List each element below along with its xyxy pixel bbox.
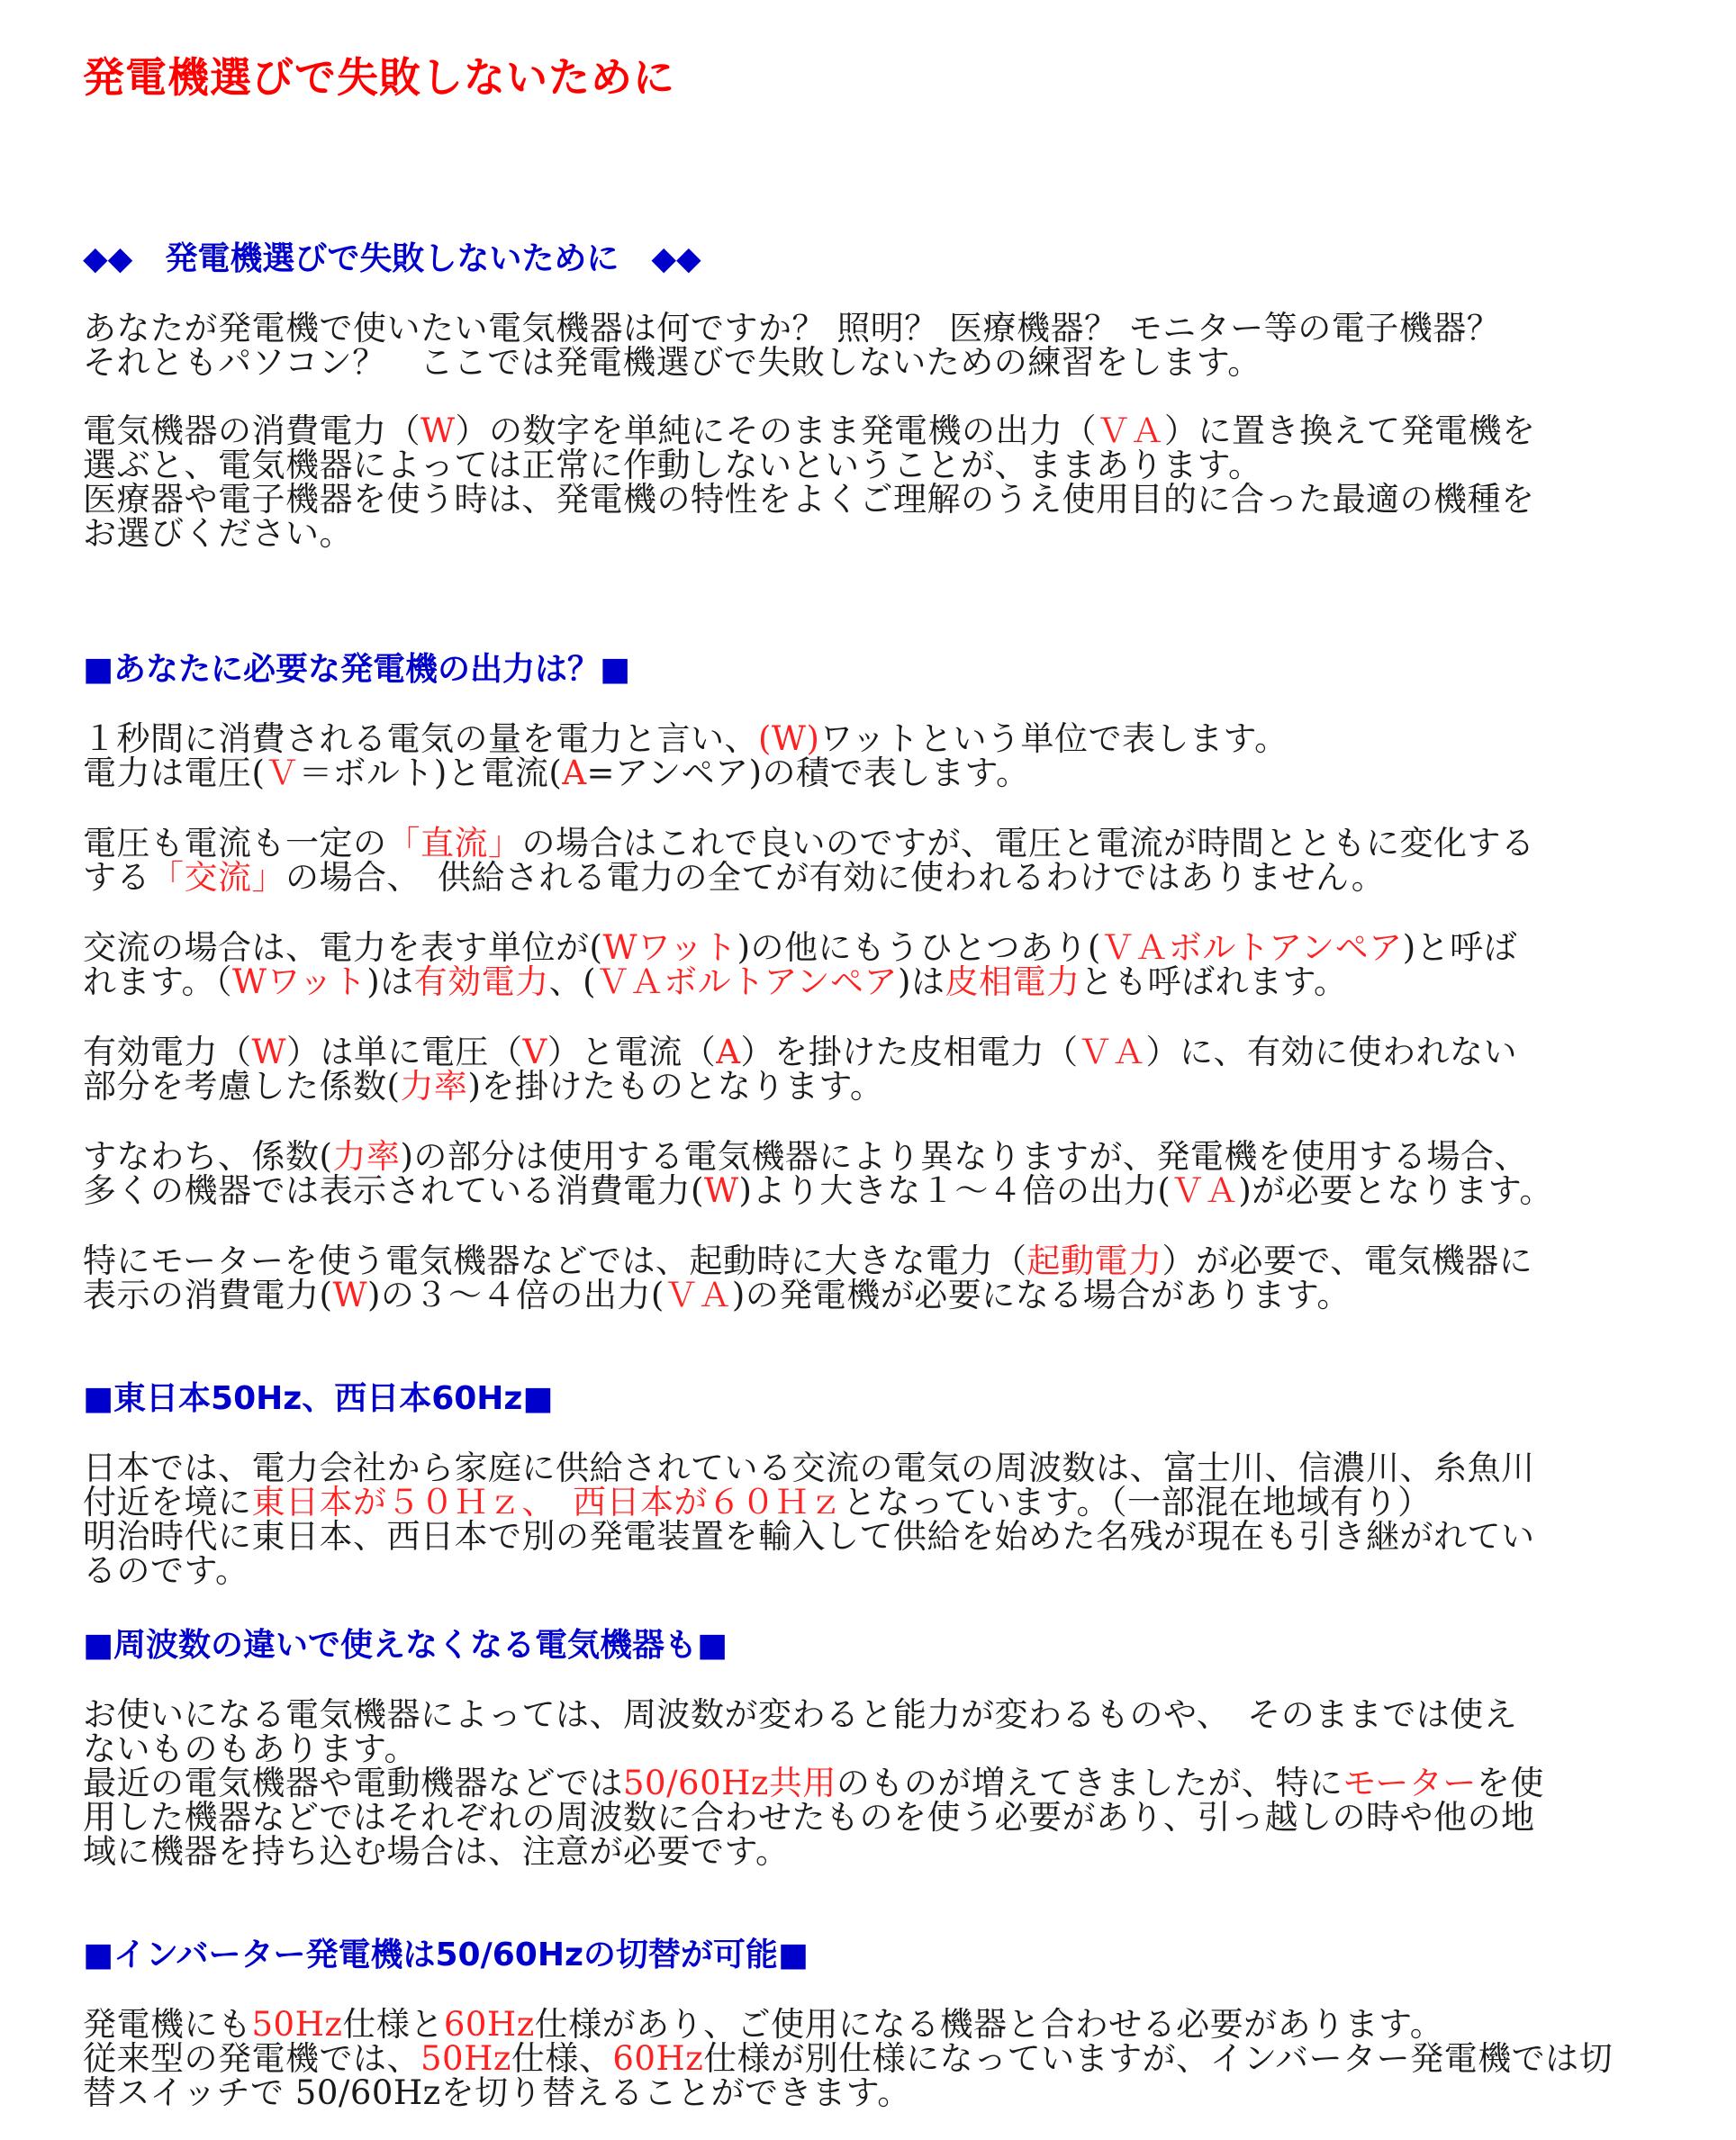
- paragraph-starting-power: [83, 1244, 1704, 1313]
- text-run: 交流の場合は、電力を表す単位が(: [83, 928, 603, 967]
- text-run: 仕様が別仕様になっていますが、インバーター発電機では切: [703, 2039, 1614, 2078]
- highlight-text: 力率: [332, 1137, 401, 1176]
- highlight-text: 「直流」: [386, 824, 522, 862]
- paragraph-frequency-regions: [83, 1451, 1704, 1588]
- text-run: １秒間に消費される電気の量を電力と言い、: [83, 719, 758, 758]
- highlight-text: Wワット: [232, 962, 367, 1001]
- text-line: [83, 1035, 1704, 1070]
- text-run: ワットという単位で表します。: [819, 719, 1288, 758]
- text-line: 選ぶと、電気機器によっては正常に作動しないということが、ままあります。: [83, 446, 1262, 484]
- paragraph-intro-warning: [83, 411, 1704, 553]
- highlight-text: モーター: [1343, 1764, 1477, 1802]
- text-run: 、(: [548, 962, 597, 1001]
- text-run: ）は単に電圧（: [286, 1033, 523, 1071]
- highlight-text: W: [251, 1033, 287, 1071]
- text-line: 用した機器などではそれぞれの周波数に合わせたものを使う必要があり、引っ越しの時や他の地: [83, 1798, 1535, 1837]
- text-run: とも呼ばれます。: [1080, 962, 1348, 1001]
- highlight-text: V: [522, 1033, 547, 1071]
- highlight-text: 皮相電力: [945, 962, 1080, 1001]
- text-run: 発電機にも: [83, 2005, 252, 2044]
- highlight-text: 60Hz: [443, 2005, 535, 2044]
- section-heading-output: ■あなたに必要な発電機の出力は？■: [83, 651, 631, 688]
- text-line: [83, 2039, 1704, 2078]
- text-run: =アンペア)の積で表します。: [586, 754, 1030, 792]
- text-line: [83, 1244, 1704, 1278]
- text-line: [83, 1485, 1704, 1520]
- text-run: 仕様と: [342, 2005, 444, 2044]
- text-run: )より大きな１～４倍の出力(: [738, 1171, 1171, 1210]
- text-run: 仕様があり、ご使用になる機器と合わせる必要があります。: [534, 2005, 1444, 2044]
- text-run: )の他にもうひとつあり(: [737, 928, 1101, 967]
- paragraph-ac-units: [83, 928, 1704, 1001]
- text-run: の場合はこれで良いのですが、電圧と電流が時間とともに変化する: [521, 824, 1535, 862]
- highlight-text: ＶＡ: [1078, 1033, 1146, 1071]
- text-line: 医療器や電子機器を使う時は、発電機の特性をよくご理解のうえ使用目的に合った最適の機種を: [83, 480, 1535, 519]
- paragraph-power-factor: [83, 1035, 1704, 1104]
- paragraph-dc-ac: [83, 826, 1704, 895]
- text-run: ＝ボルト)と電流(: [298, 754, 563, 792]
- highlight-text: Wワット: [602, 928, 737, 967]
- paragraph-frequency-devices: [83, 1695, 1704, 1871]
- text-run: 多くの機器では表示されている消費電力(: [83, 1171, 704, 1210]
- text-run: )の部分は使用する電気機器により異なりますが、発電機を使用する場合、: [400, 1137, 1528, 1176]
- text-line: 域に機器を持ち込む場合は、注意が必要です。: [83, 1832, 790, 1871]
- text-line: [83, 2005, 1704, 2044]
- text-line: [83, 1067, 1704, 1106]
- text-line: [83, 411, 1704, 450]
- highlight-text: 起動電力: [1026, 1242, 1162, 1280]
- text-line: るのです。: [83, 1551, 249, 1590]
- highlight-text: 50Hz: [251, 2005, 343, 2044]
- text-run: 電気機器の消費電力（: [83, 411, 420, 450]
- text-line: [83, 928, 1704, 967]
- highlight-text: ＶＡボルトアンペア: [596, 962, 899, 1001]
- text-run: すなわち、係数(: [83, 1137, 333, 1176]
- text-line: あなたが発電機で使いたい電気機器は何ですか？ 照明？ 医療機器？ モニター等の電子機器？: [83, 309, 1501, 348]
- text-run: )は: [366, 962, 414, 1001]
- text-line: ないものもあります。: [83, 1729, 419, 1768]
- text-run: ）に置き換えて発電機を: [1164, 411, 1536, 450]
- paragraph-power-definition: [83, 719, 1704, 792]
- text-run: 電力は電圧(: [83, 754, 266, 792]
- section-heading-intro: ◆◆ 発電機選びで失敗しないために ◆◆: [83, 240, 701, 277]
- text-run: 最近の電気機器や電動機器などでは: [83, 1764, 623, 1802]
- text-line: お使いになる電気機器によっては、周波数が変わると能力が変わるものや、 そのままでは使え: [83, 1695, 1518, 1734]
- highlight-text: 東日本が５０Ｈｚ、 西日本が６０Ｈｚ: [251, 1483, 843, 1521]
- text-run: となっています。（一部混在地域有り）: [843, 1483, 1432, 1521]
- highlight-text: A: [716, 1033, 741, 1071]
- text-run: を使: [1476, 1764, 1544, 1802]
- text-run: 部分を考慮した係数(: [83, 1067, 401, 1106]
- text-line: [83, 962, 1704, 1001]
- text-line: [83, 1278, 1704, 1313]
- text-run: ）に、有効に使われない: [1145, 1033, 1517, 1071]
- text-line: [83, 826, 1704, 861]
- highlight-text: 力率: [400, 1067, 468, 1106]
- text-line: [83, 858, 1704, 897]
- page-title: 発電機選びで失敗しないために: [83, 53, 675, 102]
- highlight-text: Ｖ: [265, 754, 299, 792]
- document-page: [83, 0, 1704, 2110]
- highlight-text: ＶＡ: [664, 1276, 732, 1314]
- highlight-text: 60Hz: [612, 2039, 704, 2078]
- highlight-text: A: [562, 754, 587, 792]
- text-run: 有効電力（: [83, 1033, 252, 1071]
- text-run: )が必要となります。: [1238, 1171, 1553, 1210]
- text-line: それともパソコン？ ここでは発電機選びで失敗しないための練習をします。: [83, 343, 1261, 382]
- text-run: )は: [898, 962, 945, 1001]
- paragraph-output-multiplier: [83, 1137, 1704, 1210]
- section-heading-frequency: ■東日本50Hz、西日本60Hz■: [83, 1380, 554, 1417]
- text-line: [83, 1171, 1704, 1210]
- text-line: [83, 1137, 1704, 1176]
- text-run: する: [83, 858, 150, 897]
- paragraph-intro-question: [83, 309, 1704, 382]
- highlight-text: ＶＡ: [1171, 1171, 1239, 1210]
- text-run: のものが増えてきましたが、特に: [836, 1764, 1343, 1802]
- highlight-text: W: [420, 411, 456, 450]
- paragraph-inverter: [83, 2005, 1704, 2112]
- highlight-text: ＶＡ: [1097, 411, 1165, 450]
- text-line: 明治時代に東日本、西日本で別の発電装置を輸入して供給を始めた名残が現在も引き継がれてい: [83, 1517, 1535, 1556]
- text-line: お選びください。: [83, 514, 353, 553]
- highlight-text: 「交流」: [150, 858, 285, 897]
- highlight-text: 50/60Hz共用: [623, 1764, 836, 1802]
- text-line: [83, 719, 1704, 758]
- text-run: 電圧も電流も一定の: [83, 824, 387, 862]
- text-line: [83, 756, 1704, 790]
- section-heading-inverter: ■インバーター発電機は50/60Hzの切替が可能■: [83, 1937, 809, 1973]
- text-run: )の３～４倍の出力(: [366, 1276, 665, 1314]
- text-line: 替スイッチで 50/60Hzを切り替えることができます。: [83, 2073, 911, 2112]
- text-run: ）と電流（: [547, 1033, 717, 1071]
- text-run: ）を掛けた皮相電力（: [740, 1033, 1079, 1071]
- text-run: )を掛けたものとなります。: [467, 1067, 884, 1106]
- highlight-text: W: [332, 1276, 367, 1314]
- section-heading-frequency-devices: ■周波数の違いで使えなくなる電気機器も■: [83, 1627, 728, 1664]
- highlight-text: 有効電力: [413, 962, 549, 1001]
- text-run: 付近を境に: [83, 1483, 252, 1521]
- text-run: ）の数字を単純にそのまま発電機の出力（: [455, 411, 1098, 450]
- highlight-text: ＶＡボルトアンペア: [1100, 928, 1403, 967]
- text-run: ）が必要で、電気機器に: [1162, 1242, 1533, 1280]
- text-run: )と呼ば: [1402, 928, 1518, 967]
- text-line: [83, 1766, 1704, 1801]
- text-run: れます。（: [83, 962, 233, 1001]
- highlight-text: 50Hz: [420, 2039, 511, 2078]
- text-run: 表示の消費電力(: [83, 1276, 333, 1314]
- highlight-text: (W): [758, 719, 820, 758]
- text-run: 仕様、: [511, 2039, 613, 2078]
- text-run: 従来型の発電機では、: [83, 2039, 420, 2078]
- text-run: )の発電機が必要になる場合があります。: [731, 1276, 1351, 1314]
- text-line: 日本では、電力会社から家庭に供給されている交流の電気の周波数は、富士川、信濃川、糸魚川: [83, 1449, 1535, 1487]
- highlight-text: W: [703, 1171, 739, 1210]
- text-run: の場合、 供給される電力の全てが有効に使われるわけではありません。: [285, 858, 1386, 897]
- text-run: 特にモーターを使う電気機器などでは、起動時に大きな電力（: [83, 1242, 1027, 1280]
